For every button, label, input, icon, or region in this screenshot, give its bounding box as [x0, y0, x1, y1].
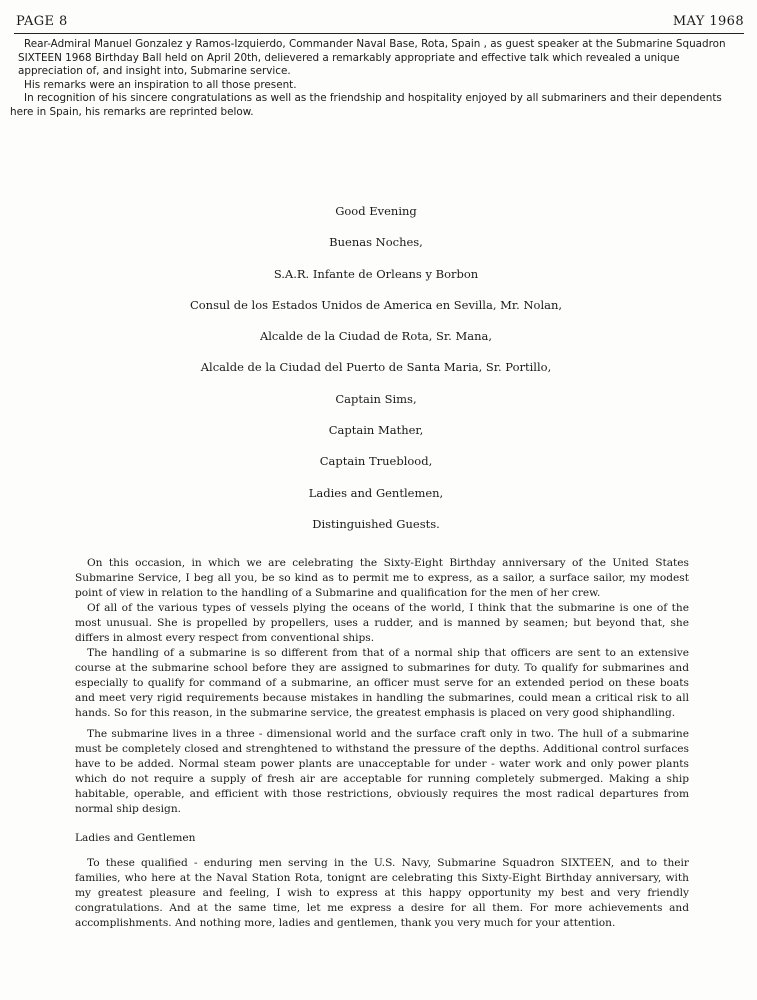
salutation-line: Alcalde de la Ciudad de Rota, Sr. Mana, [259, 329, 493, 344]
speech-paragraph: To these qualified - enduring men serving in the U.S. Navy, Submarine Squadron SIXTEEN, and to their families, who here at the Naval Station Rota, tonignt are celebrating this Sixty-Eight Birthday anniversary, with my greatest pleasure and feeling, I wish to express at this happy opportunity my best and very friendly congratulations. And at the same time, let me express a desire for all them. For more achievements and accomplishments. And nothing more, ladies and gentlemen, thank you very much for your attention. [75, 857, 689, 929]
speech-paragraph: On this occasion, in which we are celebrating the Sixty-Eight Birthday anniversary of the United States Submarine Service, I beg all you, be so kind as to permit me to express, as a sailor, a surface sailor, my modest point of view in relation to the handling of a Submarine and qualification for the men of her crew. [75, 557, 689, 599]
intro-paragraph: His remarks were an inspiration to all those present. [24, 78, 297, 91]
salutation-line: Distinguished Guests. [312, 516, 440, 531]
issue-date: MAY 1968 [672, 14, 744, 29]
page-number: PAGE 8 [16, 14, 68, 29]
speech-subheading: Ladies and Gentlemen [75, 832, 196, 844]
salutation-line: Ladies and Gentlemen, [308, 485, 444, 500]
salutation-block [96, 196, 656, 540]
salutation-line: Alcalde de la Ciudad del Puerto de Santa Maria, Sr. Portillo, [200, 360, 552, 375]
page-header [14, 13, 744, 34]
intro-section [10, 38, 744, 119]
speech-paragraph: The submarine lives in a three - dimensional world and the surface craft only in two. The hull of a submarine must be completely closed and strenghtened to withstand the pressure of the depths. Additional control surfaces have to be added. Normal steam power plants are unacceptable for under - water work and only power plants which do not require a supply of fresh air are acceptable for running completely submerged. Making a ship habitable, operable, and efficient with those restrictions, obviously requires the most radical departures from normal ship design. [75, 728, 689, 815]
speech-body [75, 556, 689, 931]
intro-paragraph: In recognition of his sincere congratulations as well as the friendship and hospitality enjoyed by all submariners and their dependents here in Spain, his remarks are reprinted below. [10, 92, 722, 118]
salutation-line: Captain Sims, [335, 391, 417, 406]
salutation-line: Good Evening [335, 204, 417, 218]
speech-paragraph: Of all of the various types of vessels plying the oceans of the world, I think that the submarine is one of the most unusual. She is propelled by propellers, uses a rudder, and is manned by seamen; but beyond that, she differs in almost every respect from conventional ships. [75, 602, 689, 644]
salutation-line: Captain Trueblood, [319, 454, 433, 469]
salutation-line: Consul de los Estados Unidos de America en Sevilla, Mr. Nolan, [189, 297, 563, 312]
intro-paragraph: Rear-Admiral Manuel Gonzalez y Ramos-Izquierdo, Commander Naval Base, Rota, Spain , as guest speaker at the Submarine Squadron SIXTEEN 1968 Birthday Ball held on April 20th, delievered a remarkably appropriate and effective talk which revealed a unique appreciation of, and insight into, Submarine service. [18, 38, 726, 77]
salutation-line: S.A.R. Infante de Orleans y Borbon [273, 266, 479, 281]
salutation-line: Captain Mather, [328, 423, 424, 438]
speech-paragraph: The handling of a submarine is so different from that of a normal ship that officers are sent to an extensive course at the submarine school before they are assigned to submarines for duty. To qualify for submarines and especially to qualify for command of a submarine, an officer must serve for an extended period on these boats and meet very rigid requirements because mistakes in handling the submarines, could mean a critical risk to all hands. So for this reason, in the submarine service, the greatest emphasis is placed on very good shiphandling. [75, 647, 689, 719]
salutation-line: Buenas Noches, [329, 235, 423, 250]
